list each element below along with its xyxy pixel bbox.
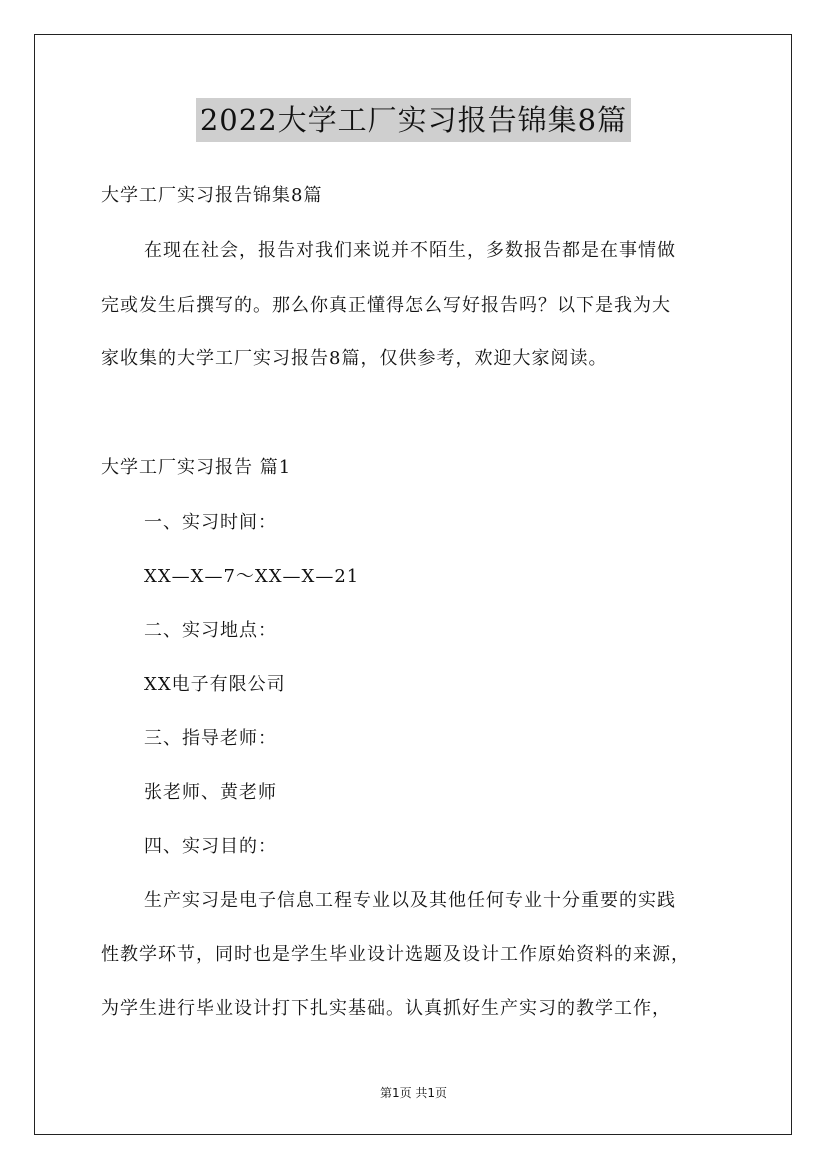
subtitle: 大学工厂实习报告锦集8篇 xyxy=(101,185,323,206)
document-title: 2022大学工厂实习报告锦集8篇 xyxy=(196,98,631,142)
item-practice-location-label: 二、实习地点： xyxy=(144,620,277,641)
intro-line-3: 家收集的大学工厂实习报告8篇，仅供参考，欢迎大家阅读。 xyxy=(101,348,608,369)
body-line-2: 性教学环节，同时也是学生毕业设计选题及设计工作原始资料的来源， xyxy=(101,944,690,965)
item-practice-location-value: XX电子有限公司 xyxy=(144,674,286,695)
intro-line-1: 在现在社会，报告对我们来说并不陌生，多数报告都是在事情做 xyxy=(144,240,676,261)
body-line-1: 生产实习是电子信息工程专业以及其他任何专业十分重要的实践 xyxy=(144,890,676,911)
item-purpose-label: 四、实习目的： xyxy=(144,836,277,857)
item-instructor-label: 三、指导老师： xyxy=(144,728,277,749)
item-practice-time-value: XX—X—7～XX—X—21 xyxy=(144,566,360,587)
section-heading: 大学工厂实习报告 篇1 xyxy=(101,457,292,478)
body-line-3: 为学生进行毕业设计打下扎实基础。认真抓好生产实习的教学工作， xyxy=(101,998,671,1019)
item-instructor-value: 张老师、黄老师 xyxy=(144,782,277,803)
intro-line-2: 完或发生后撰写的。那么你真正懂得怎么写好报告吗？以下是我为大 xyxy=(101,295,671,316)
title-container xyxy=(0,98,827,142)
item-practice-time-label: 一、实习时间： xyxy=(144,512,277,533)
page-footer: 第1页 共1页 xyxy=(379,1086,448,1100)
